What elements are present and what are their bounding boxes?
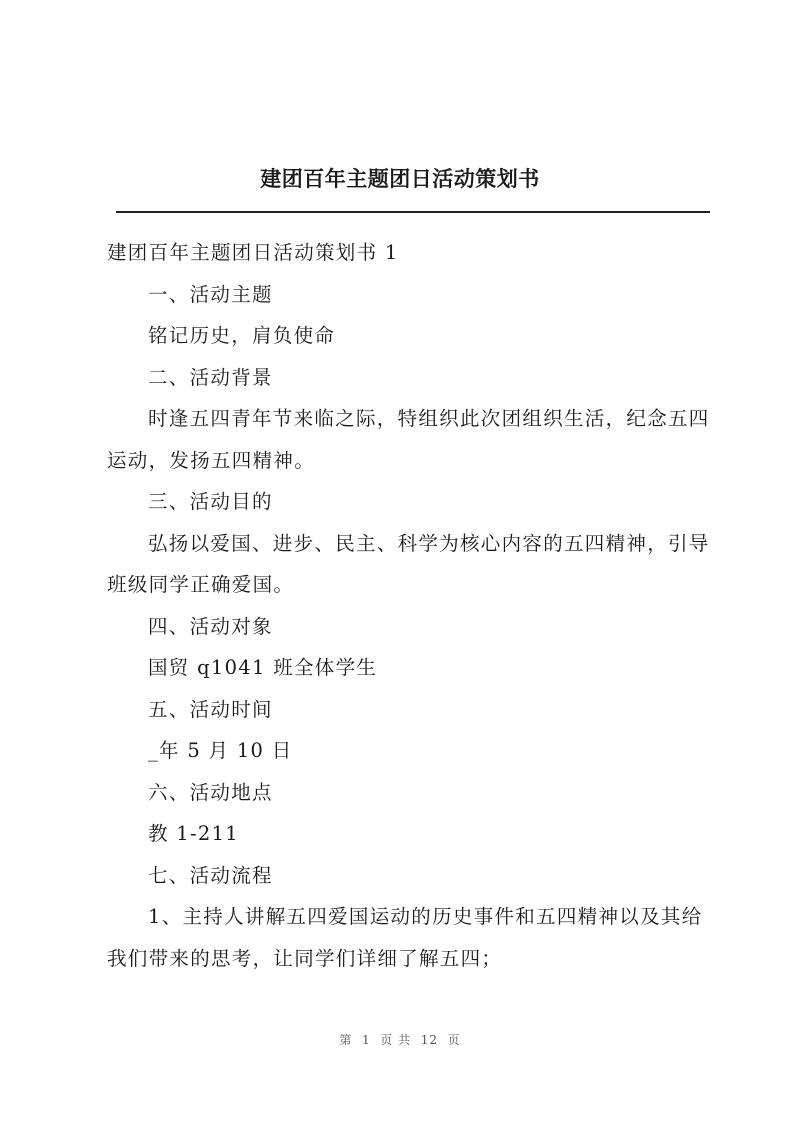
paragraph: 国贸 q1041 班全体学生	[148, 656, 378, 679]
paragraph: 教 1-211	[148, 822, 240, 845]
paragraph: 六、活动地点	[148, 780, 273, 804]
page-number-footer: 第 1 页 共 12 页	[339, 1033, 461, 1047]
paragraph: 二、活动背景	[148, 365, 273, 389]
paragraph: 四、活动对象	[148, 614, 273, 638]
paragraph: 三、活动目的	[148, 490, 273, 513]
document-body	[107, 232, 711, 979]
paragraph: 1、主持人讲解五四爱国运动的历史事件和五四精神以及其给我们带来的思考，让同学们详细了解五四；	[107, 905, 703, 970]
paragraph: 五、活动时间	[148, 697, 273, 721]
paragraph: 建团百年主题团日活动策划书 1	[107, 241, 399, 264]
title-divider	[116, 211, 710, 213]
paragraph: 一、活动主题	[148, 282, 273, 306]
paragraph: 弘扬以爱国、进步、民主、科学为核心内容的五四精神，引导班级同学正确爱国。	[107, 531, 710, 596]
paragraph: _年 5 月 10 日	[148, 739, 293, 762]
paragraph: 时逢五四青年节来临之际，特组织此次团组织生活，纪念五四运动，发扬五四精神。	[107, 407, 710, 472]
document-title: 建团百年主题团日活动策划书	[260, 166, 540, 191]
paragraph: 七、活动流程	[148, 863, 273, 887]
paragraph: 铭记历史，肩负使命	[148, 324, 336, 347]
